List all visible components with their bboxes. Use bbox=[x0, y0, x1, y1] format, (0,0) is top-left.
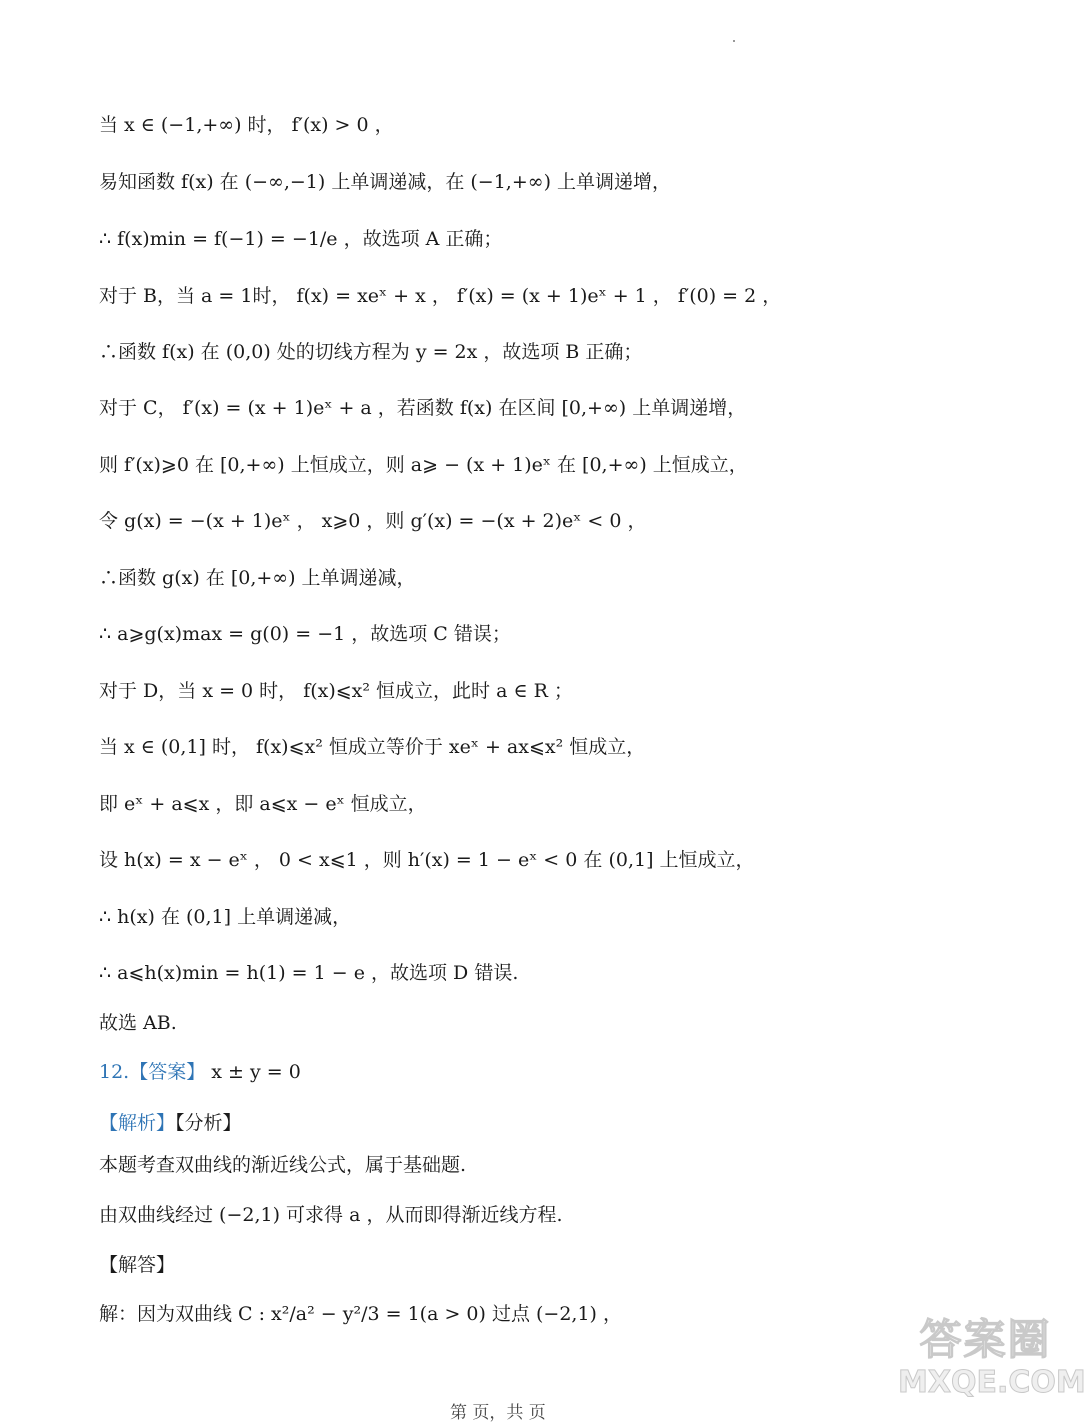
text-line: 则 f′(x)⩾0 在 [0,+∞) 上恒成立，则 a⩾ − (x + 1)eˣ 在 [0,+∞) 上恒成立， bbox=[99, 454, 748, 476]
text-line: 对于 C， f′(x) = (x + 1)eˣ + a ，若函数 f(x) 在区间 [0,+∞) 上单调递增， bbox=[99, 397, 747, 419]
text-line: ∴ a⩽h(x)min = h(1) = 1 − e ，故选项 D 错误. bbox=[99, 962, 519, 984]
text-line: ∴ h(x) 在 (0,1] 上单调递减， bbox=[99, 906, 352, 928]
answer-value: x ± y = 0 bbox=[211, 1061, 301, 1083]
text-line: 对于 B，当 a = 1时， f(x) = xeˣ + x ， f′(x) = (x + 1)eˣ + 1 ， f′(0) = 2 ， bbox=[99, 285, 782, 307]
answer-tag: 【答案】 bbox=[129, 1061, 206, 1083]
dot-mark bbox=[733, 40, 735, 42]
text-line: ∴ a⩾g(x)max = g(0) = −1 ，故选项 C 错误； bbox=[99, 623, 511, 645]
page-footer: 第 页，共 页 bbox=[450, 1403, 546, 1423]
text-line: ∴函数 g(x) 在 [0,+∞) 上单调递减， bbox=[99, 567, 416, 589]
text-line: 即 eˣ + a⩽x ，即 a⩽x − eˣ 恒成立， bbox=[99, 793, 427, 815]
jieda-tag: 【解答】 bbox=[99, 1254, 176, 1276]
text-line: 设 h(x) = x − eˣ ， 0 < x⩽1 ，则 h′(x) = 1 − eˣ < 0 在 (0,1] 上恒成立， bbox=[99, 849, 755, 871]
analysis-tag: 【解析】 bbox=[99, 1112, 176, 1134]
text-line: 令 g(x) = −(x + 1)eˣ ， x⩾0 ，则 g′(x) = −(x + 2)eˣ < 0 ， bbox=[99, 510, 647, 532]
text-line: 当 x ∈ (0,1] 时， f(x)⩽x² 恒成立等价于 xeˣ + ax⩽x² 恒成立， bbox=[99, 736, 646, 758]
text-line: 解：因为双曲线 C : x²/a² − y²/3 = 1(a > 0) 过点 (−2,1) ， bbox=[99, 1303, 622, 1325]
text-line: 由双曲线经过 (−2,1) 可求得 a ，从而即得渐近线方程. bbox=[99, 1204, 563, 1226]
q12-answer-line bbox=[99, 1058, 301, 1086]
text-line: 易知函数 f(x) 在 (−∞,−1) 上单调递减，在 (−1,+∞) 上单调递增， bbox=[99, 171, 672, 193]
text-line: ∴ f(x)min = f(−1) = −1/e ，故选项 A 正确； bbox=[99, 228, 503, 250]
text-line: 对于 D，当 x = 0 时， f(x)⩽x² 恒成立，此时 a ∈ R ； bbox=[99, 680, 573, 702]
watermark-logo bbox=[898, 1315, 1086, 1408]
text-line: 当 x ∈ (−1,+∞) 时， f′(x) > 0 ， bbox=[99, 114, 394, 136]
watermark-top: 答案圈 bbox=[919, 1315, 1052, 1364]
q12-number: 12. bbox=[99, 1061, 130, 1083]
text-line: 本题考查双曲线的渐近线公式，属于基础题. bbox=[99, 1154, 467, 1176]
text-line: 故选 AB. bbox=[99, 1012, 177, 1034]
fenxi-tag: 【分析】 bbox=[175, 1112, 242, 1134]
q12-analysis-line bbox=[99, 1109, 242, 1137]
watermark-bottom: MXQE.COM bbox=[898, 1365, 1086, 1400]
text-line: ∴函数 f(x) 在 (0,0) 处的切线方程为 y = 2x ，故选项 B 正确； bbox=[99, 341, 643, 363]
